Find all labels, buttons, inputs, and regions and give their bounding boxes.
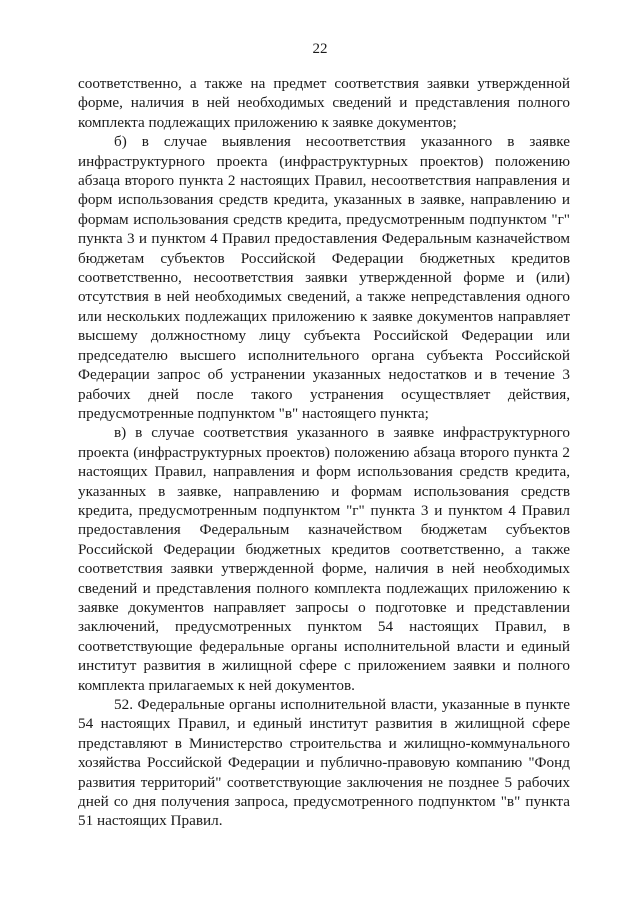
paragraph-subitem-v: в) в случае соответствия указанного в заявке инфраструктурного проекта (инфраструктурных проектов) положению абзаца второго пункта 2 настоящих Правил, направления и форм использования средств кредита, указанных в заявке, направлению и формам использования средств кредита, предусмотренным подпунктом "г" пункта 3 и пунктом 4 Правил предоставления Федеральным казначейством бюджетам субъектов Российской Федерации бюджетных кредитов соответственно, а также соответствия заявки утвержденной форме, наличия в ней необходимых сведений и представления полного комплекта подлежащих приложению к заявке документов направляет запросы о подготовке и представлении заключений, предусмотренных пунктом 54 настоящих Правил, в соответствующие федеральные органы исполнительной власти и единый институт развития в жилищной сфере с приложением заявки и полного комплекта прилагаемых к ней документов.	[78, 424, 570, 694]
paragraph-subitem-b: б) в случае выявления несоответствия указанного в заявке инфраструктурного проекта (инфраструктурных проектов) положению абзаца второго пункта 2 настоящих Правил, несоответствия направления и форм использования средств кредита, указанных в заявке, направлению и формам использования средств кредита, предусмотренным подпунктом "г" пункта 3 и пунктом 4 Правил предоставления Федеральным казначейством бюджетам субъектов Российской Федерации бюджетных кредитов соответственно, несоответствия заявки утвержденной форме и (или) отсутствия в ней необходимых сведений, а также непредставления одного или нескольких подлежащих приложению к заявке документов направляет высшему должностному лицу субъекта Российской Федерации или председателю высшего исполнительного органа субъекта Российской Федерации запрос об устранении указанных недостатков и в течение 3 рабочих дней после такого устранения осуществляет действия, предусмотренные подпунктом "в" настоящего пункта;	[78, 133, 570, 422]
page-number: 22	[312, 41, 328, 57]
paragraph-item-52: 52. Федеральные органы исполнительной власти, указанные в пункте 54 настоящих Правил, и единый институт развития в жилищной сфере представляют в Министерство строительства и жилищно-коммунального хозяйства Российской Федерации и публично-правовую компанию "Фонд развития территорий" соответствующие заключения не позднее 5 рабочих дней со дня получения запроса, предусмотренного подпунктом "в" пункта 51 настоящих Правил.	[78, 696, 570, 830]
paragraph-continuation: соответственно, а также на предмет соответствия заявки утвержденной форме, наличия в ней необходимых сведений и представления полного комплекта подлежащих приложению к заявке документов;	[78, 75, 570, 131]
document-body	[78, 74, 570, 831]
